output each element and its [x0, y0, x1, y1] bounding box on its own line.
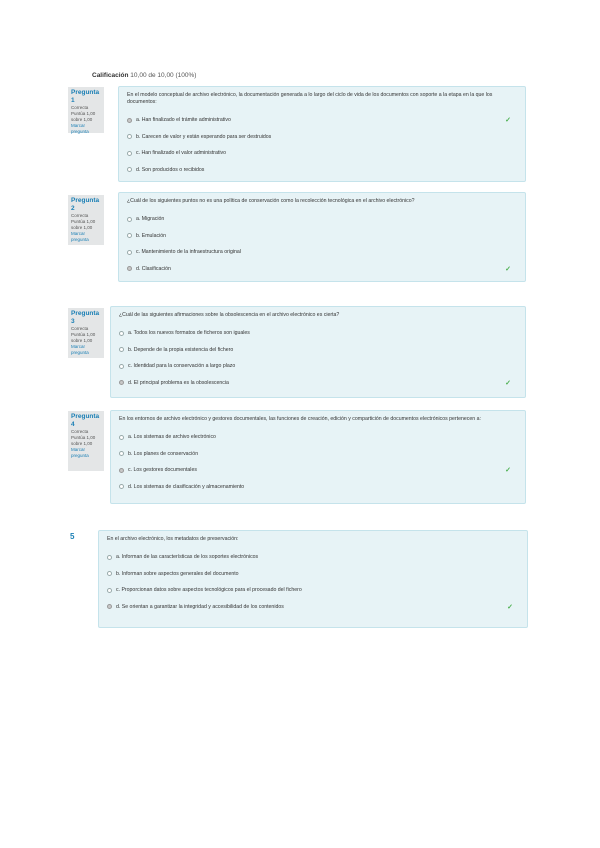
check-icon: ✓ — [505, 265, 511, 273]
radio-icon[interactable] — [119, 468, 124, 473]
answer-option[interactable] — [107, 599, 519, 616]
grade-label: Calificación — [92, 72, 129, 79]
question-number: Pregunta 3 — [71, 310, 100, 325]
question-card-5 — [98, 530, 528, 628]
check-icon: ✓ — [505, 117, 511, 125]
question-status: Correcta — [71, 213, 89, 218]
question-number: Pregunta 2 — [71, 197, 100, 212]
radio-icon[interactable] — [119, 435, 124, 440]
answer-option[interactable] — [127, 244, 517, 261]
question-info-1 — [68, 87, 104, 133]
option-label: a. Han finalizado el trámite administrativo — [136, 117, 231, 124]
radio-icon[interactable] — [119, 331, 124, 336]
option-label: a. Migración — [136, 216, 165, 223]
answer-option[interactable] — [119, 462, 517, 479]
option-label: b. Informan sobre aspectos generales del documento — [116, 570, 239, 577]
answer-option[interactable] — [107, 549, 519, 566]
option-label: b. Carecen de valor y están esperando para ser destruidos — [136, 133, 272, 140]
answer-option[interactable] — [127, 261, 517, 278]
option-label: d. El principal problema es la obsolescencia — [128, 379, 229, 386]
radio-icon[interactable] — [127, 233, 132, 238]
answer-option[interactable] — [127, 228, 517, 245]
option-label: a. Los sistemas de archivo electrónico — [128, 434, 216, 441]
radio-icon[interactable] — [127, 151, 132, 156]
question-card-1 — [118, 86, 526, 182]
grade-summary — [92, 72, 196, 79]
option-label: b. Depende de la propia existencia del fichero — [128, 346, 234, 353]
question-points: Puntúa 1,00 sobre 1,00 — [71, 435, 96, 446]
question-info-3 — [68, 308, 104, 358]
question-text: En los entornos de archivo electrónico y gestores documentales, las funciones de creación, edición y compartición de documentos electrónicos pertenecen a: — [119, 416, 481, 422]
answer-option[interactable] — [127, 112, 517, 129]
answer-option[interactable] — [119, 375, 517, 392]
flag-question-link[interactable]: Marcar pregunta — [71, 344, 89, 355]
radio-icon[interactable] — [107, 604, 112, 609]
answer-option[interactable] — [119, 429, 517, 446]
option-label: d. Son producidos o recibidos — [136, 166, 205, 173]
radio-icon[interactable] — [127, 118, 132, 123]
answer-option[interactable] — [119, 446, 517, 463]
flag-question-link[interactable]: Marcar pregunta — [71, 447, 89, 458]
flag-question-link[interactable]: Marcar pregunta — [71, 231, 89, 242]
radio-icon[interactable] — [107, 555, 112, 560]
radio-icon[interactable] — [119, 380, 124, 385]
question-info-4 — [68, 411, 104, 471]
question-text: En el archivo electrónico, los metadatos de preservación: — [107, 536, 239, 542]
question-text: En el modelo conceptual de archivo electrónico, la documentación generada a lo largo del ciclo de vida de los documentos con soporte a la etapa en la que los documentos: — [127, 92, 493, 105]
check-icon: ✓ — [505, 379, 511, 387]
question-text: ¿Cuál de las siguientes afirmaciones sobre la obsolescencia en el archivo electrónico es cierta? — [119, 312, 340, 318]
radio-icon[interactable] — [107, 588, 112, 593]
option-label: d. Se orientan a garantizar la integridad y accesibilidad de los contenidos — [116, 603, 284, 610]
check-icon: ✓ — [505, 467, 511, 475]
question-points: Puntúa 1,00 sobre 1,00 — [71, 111, 96, 122]
option-label: b. Emulación — [136, 232, 166, 239]
option-label: c. Han finalizado el valor administrativo — [136, 150, 226, 157]
flag-question-link[interactable]: Marcar pregunta — [71, 123, 89, 134]
radio-icon[interactable] — [107, 571, 112, 576]
answer-option[interactable] — [119, 358, 517, 375]
question-text: ¿Cuál de los siguientes puntos no es una política de conservación como la recolección tecnológica en el archivo electrónico? — [127, 198, 415, 204]
question-info-2 — [68, 195, 104, 245]
option-label: c. Los gestores documentales — [128, 467, 197, 474]
answer-option[interactable] — [119, 325, 517, 342]
option-label: c. Mantenimiento de la infraestructura original — [136, 249, 241, 256]
question-status: Correcta — [71, 105, 89, 110]
radio-icon[interactable] — [119, 484, 124, 489]
question-card-4 — [110, 410, 526, 504]
answer-option[interactable] — [107, 566, 519, 583]
option-label: d. Clasificación — [136, 265, 171, 272]
option-label: d. Los sistemas de clasificación y almacenamiento — [128, 483, 245, 490]
option-label: c. Identidad para la conservación a largo plazo — [128, 363, 236, 370]
answer-option[interactable] — [127, 129, 517, 146]
radio-icon[interactable] — [127, 167, 132, 172]
answer-option[interactable] — [127, 145, 517, 162]
option-label: c. Proporcionan datos sobre aspectos tecnológicos para el procesado del fichero — [116, 587, 302, 594]
radio-icon[interactable] — [127, 217, 132, 222]
question-number: Pregunta 1 — [71, 89, 100, 104]
option-label: a. Informan de las características de los soportes electrónicos — [116, 554, 259, 561]
check-icon: ✓ — [507, 603, 513, 611]
answer-option[interactable] — [119, 342, 517, 359]
answer-option[interactable] — [107, 582, 519, 599]
question-card-3 — [110, 306, 526, 398]
radio-icon[interactable] — [127, 250, 132, 255]
option-label: a. Todos los nuevos formatos de ficheros son iguales — [128, 330, 250, 337]
answer-option[interactable] — [127, 211, 517, 228]
grade-value: 10,00 de 10,00 (100%) — [130, 72, 197, 79]
radio-icon[interactable] — [119, 364, 124, 369]
radio-icon[interactable] — [119, 451, 124, 456]
question-status: Correcta — [71, 326, 89, 331]
radio-icon[interactable] — [119, 347, 124, 352]
answer-option[interactable] — [119, 479, 517, 496]
question-points: Puntúa 1,00 sobre 1,00 — [71, 219, 96, 230]
option-label: b. Los planes de conservación — [128, 450, 199, 457]
question-card-2 — [118, 192, 526, 282]
answer-option[interactable] — [127, 162, 517, 179]
question-number-5: 5 — [70, 532, 75, 541]
question-status: Correcta — [71, 429, 89, 434]
question-points: Puntúa 1,00 sobre 1,00 — [71, 332, 96, 343]
question-number: Pregunta 4 — [71, 413, 100, 428]
radio-icon[interactable] — [127, 134, 132, 139]
radio-icon[interactable] — [127, 266, 132, 271]
